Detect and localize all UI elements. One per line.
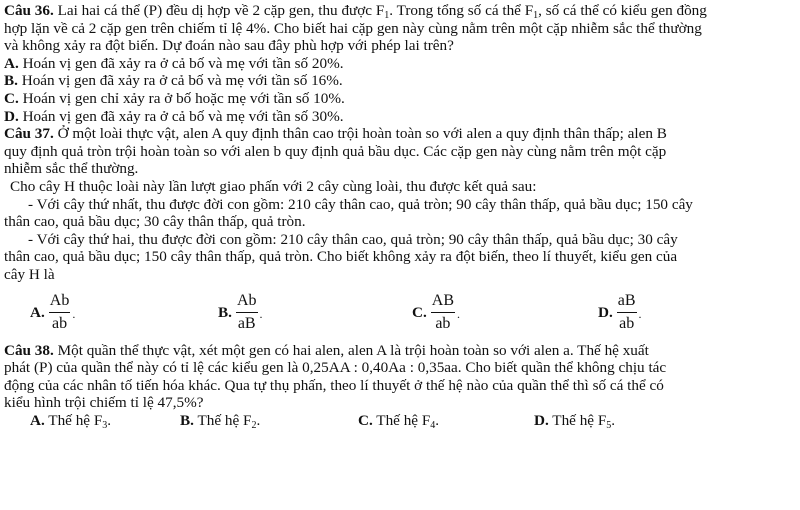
q37-line-5: - Với cây thứ nhất, thu được đời con gồm: 210 cây thân cao, quả tròn; 90 cây thân thấp, quả bầu dục; 150 cây xyxy=(28,195,693,213)
q36-line-2: hợp lặn về cả 2 cặp gen trên chiếm tỉ lệ 4%. Cho biết hai cặp gen này cùng nằm trên một cặp nhiễm sắc thể thường xyxy=(4,19,702,37)
q37-line-6: thân cao, quả bầu dục; 30 cây thân thấp, quả tròn. xyxy=(4,213,306,231)
genotype-fraction: $\frac{Ab}{ab}$ xyxy=(49,292,70,332)
q38-line-2: phát (P) của quần thể này có tỉ lệ các kiểu gen là 0,25AA : 0,40Aa : 0,35aa. Cho biết quần thể không chịu tác xyxy=(4,359,667,377)
q36-line-3: và không xảy ra đột biến. Dự đoán nào sau đây phù hợp với phép lai trên? xyxy=(4,37,454,55)
question-37 xyxy=(4,125,796,341)
q38-option-b[interactable]: B. Thế hệ $F_2$. xyxy=(180,411,261,431)
genotype-fraction: $\frac{Ab}{aB}$ xyxy=(236,292,257,332)
q38-label: Câu 38. xyxy=(4,341,54,359)
q37-line-2: quy định quả tròn trội hoàn toàn so với alen b quy định quả bầu dục. Các cặp gen này cùng nằm trên một cặp xyxy=(4,142,667,160)
q37-options xyxy=(4,284,796,342)
question-36 xyxy=(4,2,796,125)
q37-option-c[interactable]: C. $\frac{AB}{ab}$ . xyxy=(412,292,460,332)
q38-line-4: kiểu hình trội chiếm tỉ lệ 47,5%? xyxy=(4,394,204,412)
q37-option-b[interactable]: B. $\frac{Ab}{aB}$ . xyxy=(218,292,263,332)
q36-option-d[interactable]: D. Hoán vị gen đã xảy ra ở cả bố và mẹ với tần số 30%. xyxy=(4,107,344,125)
q36-label: Câu 36. xyxy=(4,2,54,19)
q37-line-9: cây H là xyxy=(4,265,55,283)
q37-line-7: - Với cây thứ hai, thu được đời con gồm: 210 cây thân cao, quả tròn; 90 cây thân thấp, quả bầu dục; 30 cây xyxy=(28,230,678,248)
q37-line-3: nhiễm sắc thể thường. xyxy=(4,160,139,178)
q38-option-a[interactable]: A. Thế hệ $F_3$. xyxy=(30,411,112,431)
q37-label: Câu 37. xyxy=(4,125,54,143)
q37-option-a[interactable]: A. $\frac{Ab}{ab}$ . xyxy=(30,292,76,332)
q37-option-d[interactable]: D. $\frac{aB}{ab}$ . xyxy=(598,292,642,332)
q36-line-1: Câu 36. Lai hai cá thể (P) đều dị hợp về 2 cặp gen, thu được $F_1$. Trong tổng số cá thể $F_1$, số cá thể có kiểu gen đồng xyxy=(4,2,707,21)
q36-option-a[interactable]: A. Hoán vị gen đã xảy ra ở cả bố và mẹ với tần số 20%. xyxy=(4,54,344,72)
q38-options xyxy=(4,412,796,432)
q38-option-c[interactable]: C. Thế hệ $F_4$. xyxy=(358,411,440,431)
q37-line-1: Câu 37. Ở một loài thực vật, alen A quy định thân cao trội hoàn toàn so với alen a quy định thân thấp; alen B xyxy=(4,125,667,143)
q38-option-d[interactable]: D. Thế hệ $F_5$. xyxy=(534,411,616,431)
question-38 xyxy=(4,342,796,432)
q37-line-8: thân cao, quả bầu dục; 150 cây thân thấp, quả tròn. Cho biết không xảy ra đột biến, theo lí thuyết, kiểu gen của xyxy=(4,248,678,266)
q38-line-1: Câu 38. Một quần thể thực vật, xét một gen có hai alen, alen A là trội hoàn toàn so với alen a. Thế hệ xuất xyxy=(4,341,649,359)
q38-line-3: động của các nhân tố tiến hóa khác. Qua tự thụ phấn, theo lí thuyết ở thế hệ nào của quần thể thì số cá thể có xyxy=(4,376,664,394)
genotype-fraction: $\frac{AB}{ab}$ xyxy=(431,292,454,332)
q36-option-c[interactable]: C. Hoán vị gen chỉ xảy ra ở bố hoặc mẹ với tần số 10%. xyxy=(4,89,345,107)
q36-option-b[interactable]: B. Hoán vị gen đã xảy ra ở cả bố và mẹ với tần số 16%. xyxy=(4,72,343,90)
q37-line-4: Cho cây H thuộc loài này lần lượt giao phấn với 2 cây cùng loài, thu được kết quả sau: xyxy=(10,177,537,195)
genotype-fraction: $\frac{aB}{ab}$ xyxy=(617,292,636,332)
